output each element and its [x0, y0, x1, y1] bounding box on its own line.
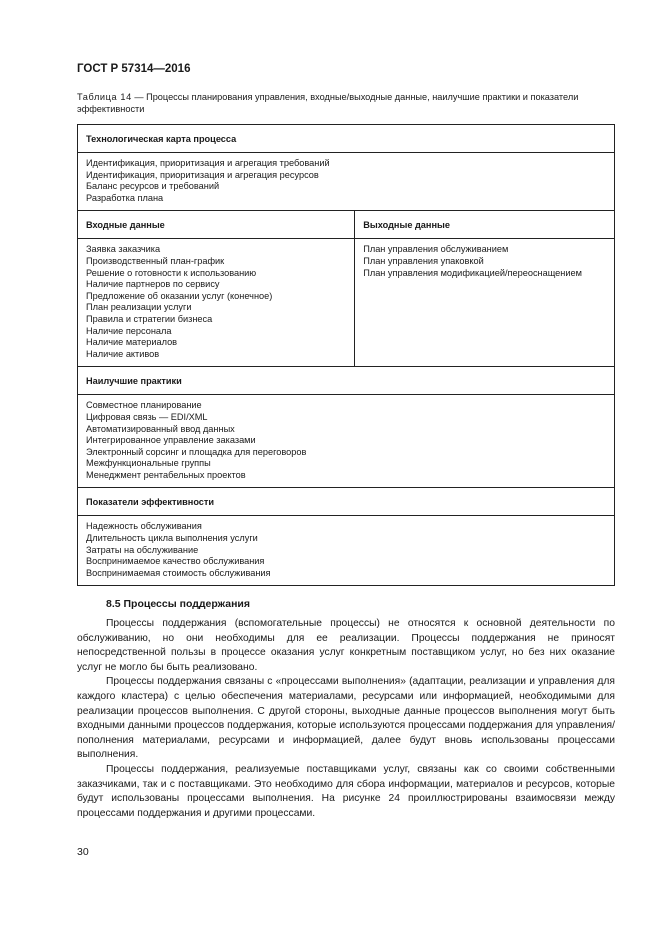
- list-item: Автоматизированный ввод данных: [86, 423, 235, 434]
- list-item: Затраты на обслуживание: [86, 544, 199, 555]
- document-id: ГОСТ Р 57314—2016: [77, 63, 191, 75]
- list-item: Менеджмент рентабельных проектов: [86, 469, 246, 480]
- list-item: Совместное планирование: [86, 400, 202, 411]
- section-title: 8.5 Процессы поддержания: [106, 598, 251, 610]
- list-item: Заявка заказчика: [86, 244, 161, 255]
- list-item: Наличие персонала: [86, 325, 172, 336]
- list-item: Правила и стратегии бизнеса: [86, 313, 213, 324]
- list-item: Разработка плана: [86, 192, 164, 203]
- list-item: Воспринимаемое качество обслуживания: [86, 556, 265, 567]
- kpis-list: [78, 516, 615, 586]
- list-item: Надежность обслуживания: [86, 521, 202, 532]
- list-item: Межфункциональные группы: [86, 458, 211, 469]
- list-item: Баланс ресурсов и требований: [86, 181, 220, 192]
- process-map-header: Технологическая карта процесса: [78, 125, 615, 153]
- list-item: План управления упаковкой: [363, 255, 484, 266]
- inputs-list: [78, 239, 355, 367]
- kpis-header: Показатели эффективности: [78, 488, 615, 516]
- list-item: Интегрированное управление заказами: [86, 435, 256, 446]
- best-practices-header: Наилучшие практики: [78, 367, 615, 395]
- list-item: План реализации услуги: [86, 302, 192, 313]
- page-number: 30: [77, 846, 89, 858]
- list-item: План управления модификацией/переоснащением: [363, 267, 582, 278]
- table-caption-text: — Процессы планирования управления, входные/выходные данные, наилучшие практики и показатели эффективности: [77, 92, 579, 114]
- list-item: Наличие партнеров по сервису: [86, 279, 220, 290]
- list-item: Длительность цикла выполнения услуги: [86, 533, 258, 544]
- best-practices-list: [78, 395, 615, 488]
- list-item: Наличие активов: [86, 348, 160, 359]
- list-item: Идентификация, приоритизация и агрегация ресурсов: [86, 169, 319, 180]
- list-item: Наличие материалов: [86, 337, 178, 348]
- list-item: Электронный сорсинг и площадка для переговоров: [86, 446, 307, 457]
- table-caption: [77, 92, 617, 115]
- process-table: [77, 124, 615, 586]
- process-map-list: [78, 153, 615, 211]
- section-body: [77, 617, 615, 821]
- list-item: Идентификация, приоритизация и агрегация требований: [86, 158, 330, 168]
- list-item: План управления обслуживанием: [363, 244, 509, 255]
- outputs-header: Выходные данные: [355, 211, 615, 239]
- list-item: Производственный план-график: [86, 255, 225, 266]
- list-item: Предложение об оказании услуг (конечное): [86, 290, 273, 301]
- list-item: Решение о готовности к использованию: [86, 267, 257, 278]
- list-item: Воспринимаемая стоимость обслуживания: [86, 567, 271, 578]
- outputs-list: [355, 239, 615, 367]
- paragraph: Процессы поддержания, реализуемые поставщиками услуг, связаны как со своими собственными заказчиками, так и с поставщиками. Это необходимо для сбора информации, материалов и ресурсов, которые будут использованы процессами выполнения. На рисунке 24 проиллюстрированы взаимосвязи между процессами поддержания и другими процессами.: [77, 763, 615, 819]
- inputs-header: Входные данные: [78, 211, 355, 239]
- paragraph: Процессы поддержания (вспомогательные процессы) не относятся к основной деятельности по обслуживанию, но они необходимы для ее реализации. Процессы поддержания не приносят непосредственной пользы в процессе оказания услуг конкретным поставщиком услуг, но без них оказание услуг не могло бы быть реализовано.: [77, 618, 615, 673]
- paragraph: Процессы поддержания связаны с «процессами выполнения» (адаптации, реализации и управления для каждого кластера) с целью обеспечения материалами, ресурсами или информацией, необходимыми для реализации процессов выполнения. С другой стороны, выходные данные процессов выполнения могут быть входными данными процессов поддержания, которые используются процессами поддержания для управления/пополнения материалами, ресурсами и информацией, далее будут вновь использованы процессами выполнения.: [77, 676, 615, 761]
- list-item: Цифровая связь — EDI/XML: [86, 411, 208, 422]
- table-caption-label: Таблица 14: [77, 92, 132, 102]
